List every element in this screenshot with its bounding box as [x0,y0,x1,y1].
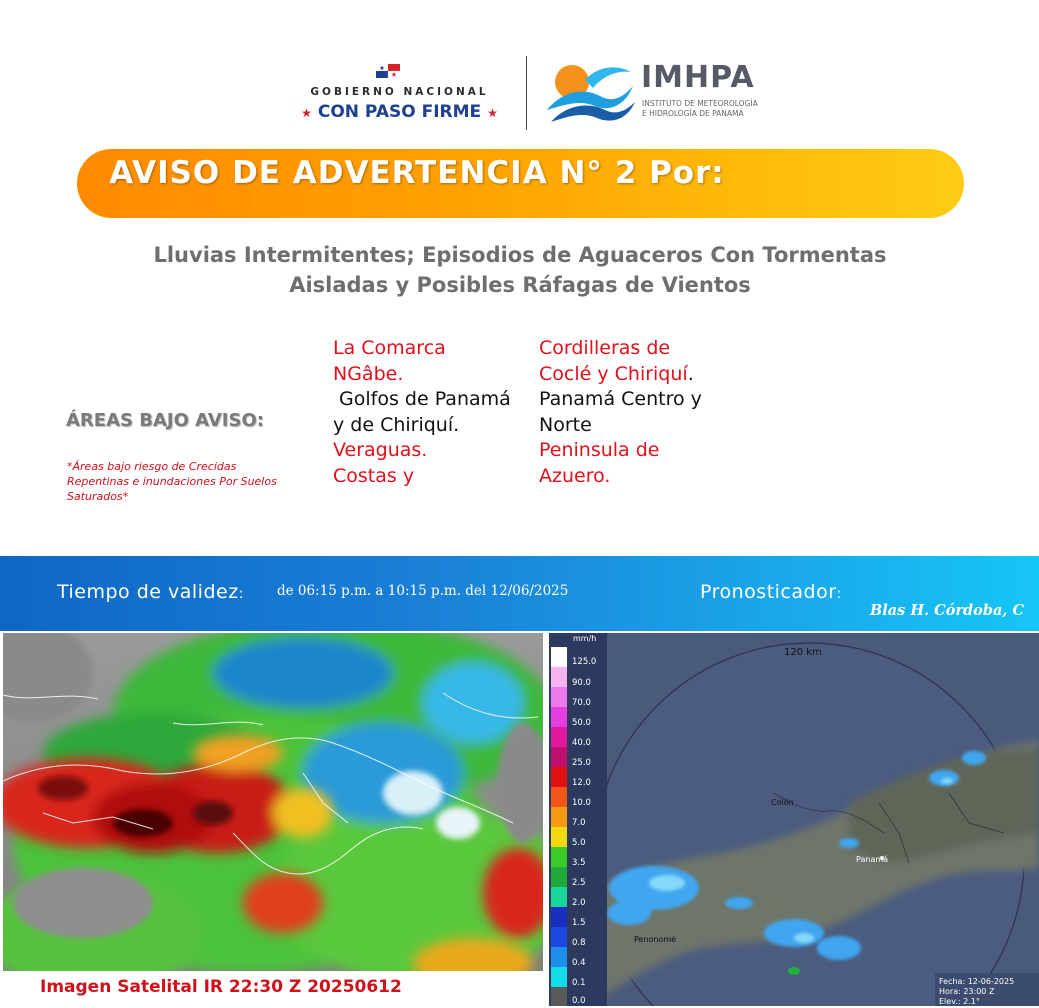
scale-label: 7.0 [572,818,586,828]
radar-city-colon: Colón [771,798,794,807]
logo-divider [526,56,527,130]
forecaster-label-text: Pronosticador [700,581,837,603]
area-line: Peninsula de [539,439,660,462]
agency-subtitle [642,99,782,119]
star-icon: ★ [487,106,498,120]
scale-label: 10.0 [572,798,591,808]
scale-label: 12.0 [572,778,591,788]
scale-swatch [551,807,567,827]
validity-label-text: Tiempo de validez [57,581,239,603]
areas-note: *Áreas bajo riesgo de Crecidas Repentinas e inundaciones Por Suelos Saturados* [67,460,277,503]
imhpa-logo [545,58,775,128]
gov-line2 [292,102,507,122]
areas-column-1 [333,336,538,490]
scale-label: 2.5 [572,878,586,888]
area-line: NGâbe. [333,362,404,385]
scale-label: 90.0 [572,678,591,688]
scale-swatch [551,987,567,1006]
scale-label: 50.0 [572,718,591,728]
panama-flag-icon [376,64,400,78]
area-suffix: . [687,362,694,385]
scale-swatch [551,847,567,867]
scale-swatch [551,867,567,887]
area-line: y de Chiriquí. [333,413,460,436]
validity-value: de 06:15 p.m. a 10:15 p.m. del 12/06/2025 [277,583,569,599]
forecaster-name: Blas H. Córdoba, C [870,602,1024,619]
area-line: Veraguas. [333,439,428,462]
scale-label: 5.0 [572,838,586,848]
gov-motto: CON PASO FIRME [317,102,482,122]
scale-swatch [551,647,567,667]
radar-city-penonome: Penonomé [634,935,677,944]
scale-swatch [551,747,567,767]
hazard-description [60,240,980,300]
hazard-line1: Lluvias Intermitentes; Episodios de Aguaceros Con Tormentas [153,243,887,267]
star-icon: ★ [301,106,312,120]
scale-label: 25.0 [572,758,591,768]
scale-label: 0.4 [572,958,586,968]
area-text: Coclé y Chiriquí [539,362,688,385]
gov-line1: GOBIERNO NACIONAL [310,86,489,98]
scale-label: 2.0 [572,898,586,908]
scale-swatch [551,787,567,807]
scale-swatch [551,707,567,727]
scale-swatch [551,887,567,907]
agency-name: IMHPA [641,60,755,95]
agency-sub-line2: E HIDROLOGÍA DE PANAMÁ [642,109,744,118]
scale-label: 0.1 [572,978,586,988]
scale-label: 0.8 [572,938,586,948]
scale-swatch [551,947,567,967]
area-line: Cordilleras de [539,337,671,359]
area-line: Golfos de Panamá [333,388,511,411]
radar-city-panama: Panamá [856,855,889,864]
satellite-ir-map [3,633,543,971]
forecaster-label [700,581,842,603]
agency-sub-line1: INSTITUTO DE METEOROLOGÍA [642,99,758,108]
scale-swatch [551,767,567,787]
satellite-caption: Imagen Satelital IR 22:30 Z 20250612 [40,977,402,997]
title-banner [77,149,964,218]
validity-colon: : [238,586,244,602]
forecaster-colon: : [836,586,842,602]
area-line [539,362,739,388]
gobierno-nacional-logo [292,60,507,130]
scale-swatch [551,667,567,687]
radar-unit: mm/h [573,634,597,643]
scale-swatch [551,687,567,707]
scale-label: 40.0 [572,738,591,748]
scale-label: 70.0 [572,698,591,708]
scale-swatch [551,927,567,947]
hazard-line2: Aisladas y Posibles Ráfagas de Vientos [289,273,751,297]
scale-label: 0.0 [572,996,586,1006]
area-line: Costas y [333,464,415,487]
radar-image [549,633,1039,1006]
satellite-ir-image [3,633,543,971]
radar-range-label: 120 km [784,647,822,658]
areas-label: ÁREAS BAJO AVISO: [66,410,264,431]
areas-column-2 [539,336,739,490]
banner-title: AVISO DE ADVERTENCIA N° 2 Por: [109,155,725,191]
area-line: Panamá Centro y [539,388,702,411]
radar-date: Fecha: 12-06-2025 [939,977,1015,986]
scale-swatch [551,727,567,747]
scale-label: 125.0 [572,657,597,667]
radar-map [549,633,1039,1006]
scale-swatch [551,827,567,847]
radar-hour: Hora: 23:00 Z [939,987,995,996]
radar-scale-swatches [551,647,567,1006]
area-line: La Comarca [333,337,446,359]
scale-swatch [551,967,567,987]
radar-elev: Elev.: 2.1° [939,997,980,1006]
scale-label: 3.5 [572,858,586,868]
validity-label [57,581,244,603]
imhpa-wave-sun-icon [545,60,637,126]
scale-swatch [551,907,567,927]
scale-label: 1.5 [572,918,586,928]
area-line: Azuero. [539,464,611,487]
area-line: Norte [539,413,592,436]
